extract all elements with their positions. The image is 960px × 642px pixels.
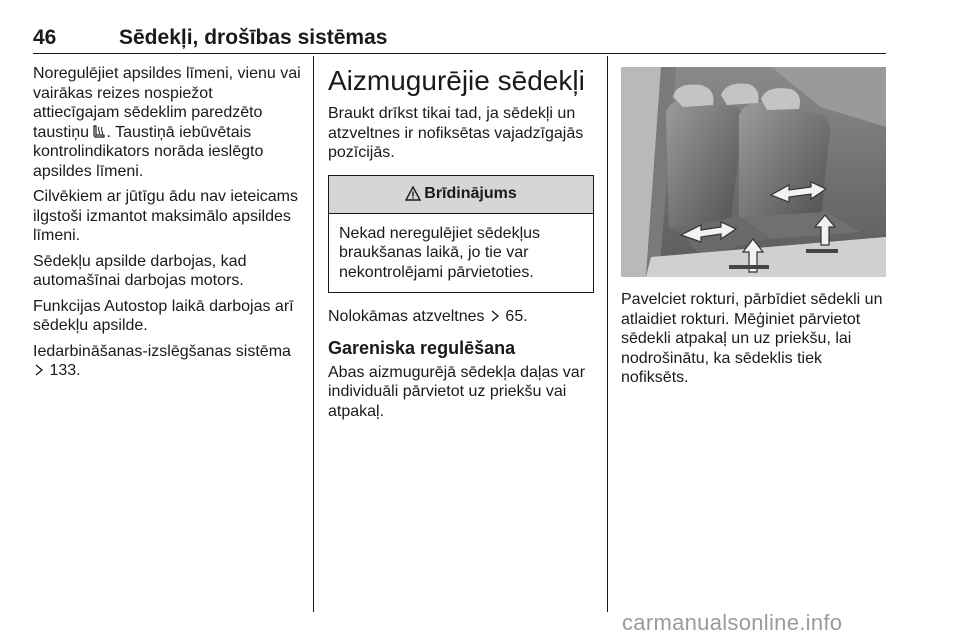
reference-text: Iedarbināšanas-izslēgšanas sistēma: [33, 342, 291, 360]
warning-box: [328, 175, 594, 294]
page-reference-icon: [489, 310, 501, 322]
page-reference-link[interactable]: 65.: [505, 308, 528, 325]
paragraph-folding-ref: [328, 307, 594, 327]
warning-triangle-icon: [405, 186, 421, 202]
warning-body: Nekad neregulējiet sēdekļus braukšanas laikā, jo tie var nekontrolējami pārvietoties.: [339, 224, 541, 281]
header-divider: [33, 53, 886, 54]
left-column: [33, 64, 301, 387]
page-number: 46: [33, 26, 57, 49]
paragraph-start-stop-ref: [33, 342, 301, 381]
warning-header: [329, 176, 593, 214]
figure-caption: Pavelciet rokturi, pārbīdiet sēdekli un atlaidiet rokturi. Mēģiniet pārvietot sēdekli atpakaļ un uz priekšu, lai nodrošinātu, ka sēdeklis tiek nofiksēts.: [621, 291, 883, 386]
warning-title: Brīdinājums: [424, 185, 517, 203]
paragraph-autostop: Funkcijas Autostop laikā darbojas arī sēdekļu apsilde.: [33, 297, 294, 334]
column-divider-left: [313, 56, 314, 612]
paragraph-engine-running: Sēdekļu apsilde darbojas, kad automašīnai darbojas motors.: [33, 252, 247, 289]
page-reference-icon: [33, 364, 45, 376]
paragraph-text: . Taustiņā iebūvētais kontrolindikators norāda ieslēgto apsildes līmeni.: [33, 123, 264, 180]
reference-text: Nolokāmas atzveltnes: [328, 308, 485, 325]
seat-heating-icon: [93, 125, 106, 139]
rear-seat-adjustment-illustration: [621, 67, 886, 277]
page-title: Sēdekļi, drošības sistēmas: [119, 26, 388, 49]
middle-column: [328, 64, 594, 427]
right-column: [621, 290, 886, 394]
paragraph-intro: Braukt drīkst tikai tad, ja sēdekļi un atzveltnes ir nofiksētas vajadzīgajās pozīcijās.: [328, 105, 584, 161]
subsection-title: Gareniska regulēšana: [328, 337, 516, 358]
paragraph-heating-level: [33, 64, 301, 181]
page-reference-link[interactable]: 133.: [49, 362, 81, 379]
site-watermark: carmanualsonline.info: [622, 610, 843, 635]
paragraph-text: Noregulējiet apsildes līmeni, vienu vai vairākas reizes nospiežot attiecīgajam sēdeklim paredzēto taustiņu: [33, 65, 301, 141]
rear-seat-figure: [621, 67, 886, 277]
page-header: [33, 26, 886, 50]
paragraph-sensitive-skin: Cilvēkiem ar jūtīgu ādu nav ieteicams ilgstoši izmantot maksimālo apsildes līmeni.: [33, 188, 299, 244]
section-title: Aizmugurējie sēdekļi: [328, 65, 585, 96]
paragraph-longitudinal: Abas aizmugurējā sēdekļa daļas var individuāli pārvietot uz priekšu vai atpakaļ.: [328, 363, 586, 420]
column-divider-right: [607, 56, 608, 612]
